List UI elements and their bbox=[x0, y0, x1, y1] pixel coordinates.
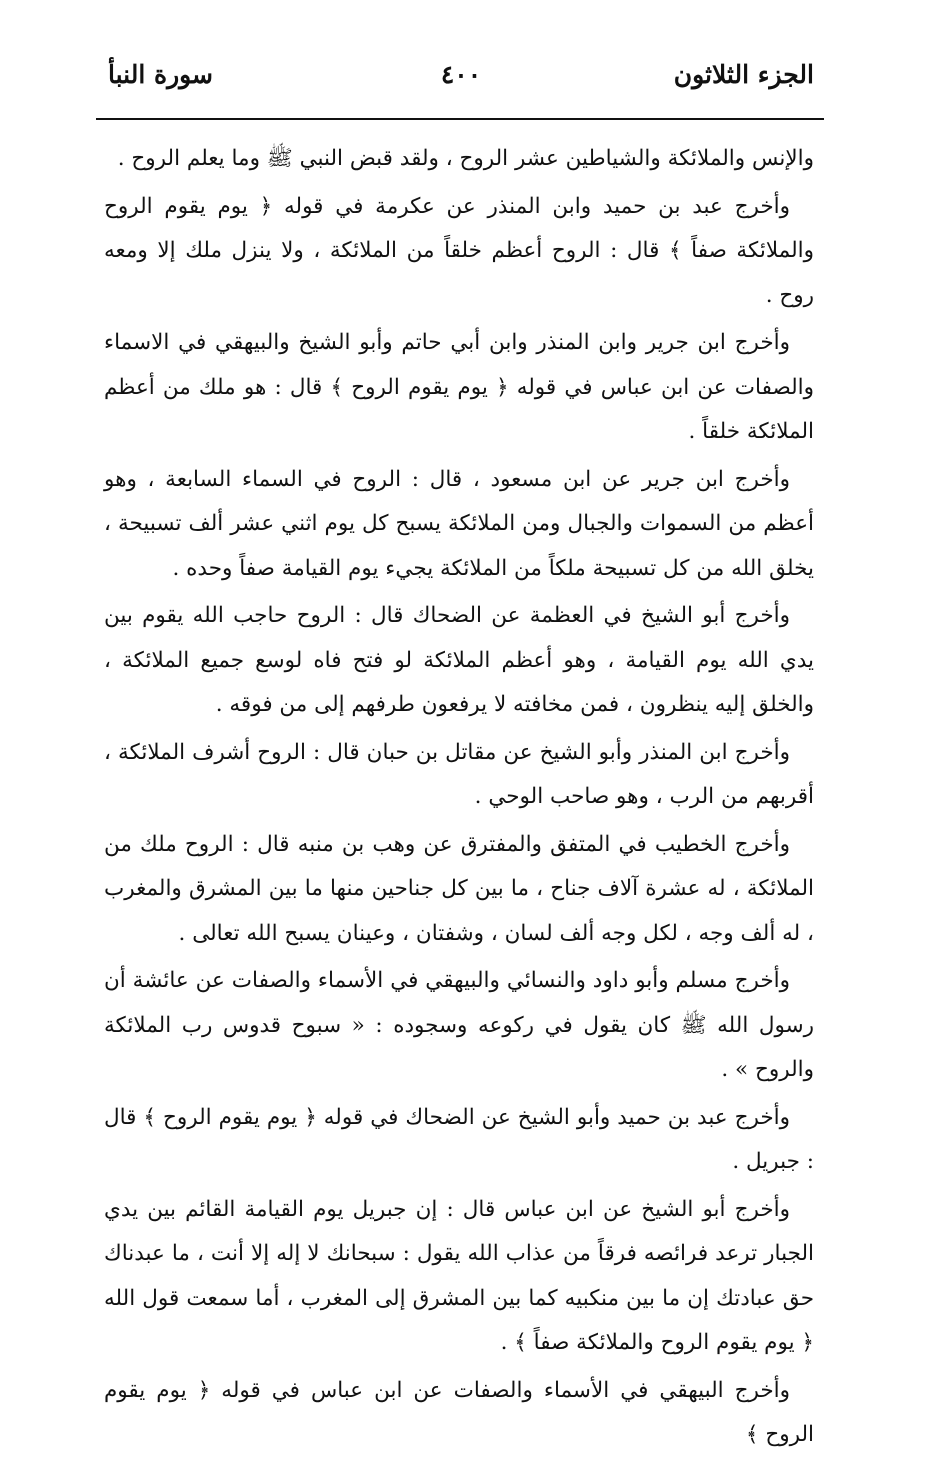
paragraph-10: وأخرج أبو الشيخ عن ابن عباس قال : إن جبريل يوم القيامة القائم بين يدي الجبار ترعد فرائصه فرقاً من عذاب الله يقول : سبحانك لا إله إلا أنت ، ما عبدناك حق عبادتك إن ما بين منكبيه كما بين المشرق إلى المغرب ، أما سمعت قول الله ﴿ يوم يقوم الروح والملائكة صفاً ﴾ . bbox=[104, 1196, 814, 1355]
page-number: ٤٠٠ bbox=[440, 60, 482, 89]
paragraph-3: وأخرج ابن جرير وابن المنذر وابن أبي حاتم وأبو الشيخ والبيهقي في الاسماء والصفات عن ابن عباس في قوله ﴿ يوم يقوم الروح ﴾ قال : هو ملك من أعظم الملائكة خلقاً . bbox=[104, 330, 814, 444]
part-title: الجزء الثلاثون bbox=[673, 60, 814, 89]
paragraph-9: وأخرج عبد بن حميد وأبو الشيخ عن الضحاك في قوله ﴿ يوم يقوم الروح ﴾ قال : جبريل . bbox=[104, 1104, 814, 1174]
paragraph-7: وأخرج الخطيب في المتفق والمفترق عن وهب بن منبه قال : الروح ملك من الملائكة ، له عشرة آلاف جناح ، ما بين كل جناحين منها ما بين المشرق والمغرب ، له ألف وجه ، لكل وجه ألف لسان ، وشفتان ، وعينان يسبح الله تعالى . bbox=[104, 831, 814, 946]
paragraph-6: وأخرج ابن المنذر وأبو الشيخ عن مقاتل بن حبان قال : الروح أشرف الملائكة ، أقربهم من الرب ، وهو صاحب الوحي . bbox=[104, 739, 814, 809]
paragraph-1: والإنس والملائكة والشياطين عشر الروح ، ولقد قبض النبي ﷺ وما يعلم الروح . bbox=[117, 146, 814, 171]
paragraph-8: وأخرج مسلم وأبو داود والنسائي والبيهقي في الأسماء والصفات عن عائشة أن رسول الله ﷺ كان يقول في ركوعه وسجوده : « سبوح قدوس رب الملائكة والروح » . bbox=[104, 968, 814, 1082]
page-header bbox=[108, 52, 814, 102]
paragraph-2: وأخرج عبد بن حميد وابن المنذر عن عكرمة في قوله ﴿ يوم يقوم الروح والملائكة صفاً ﴾ قال : الروح أعظم خلقاً من الملائكة ، ولا ينزل ملك إلا ومعه روح . bbox=[104, 193, 814, 308]
paragraph-11: وأخرج البيهقي في الأسماء والصفات عن ابن عباس في قوله ﴿ يوم يقوم الروح ﴾ bbox=[104, 1377, 814, 1447]
paragraph-4: وأخرج ابن جرير عن ابن مسعود ، قال : الروح في السماء السابعة ، وهو أعظم من السموات والجبال ومن الملائكة يسبح كل يوم اثني عشر ألف تسبيحة ، يخلق الله من كل تسبيحة ملكاً من الملائكة يجيء يوم القيامة صفاً وحده . bbox=[104, 466, 814, 581]
paragraph-5: وأخرج أبو الشيخ في العظمة عن الضحاك قال : الروح حاجب الله يقوم بين يدي الله يوم القيامة ، وهو أعظم الملائكة لو فتح فاه لوسع جميع الملائكة ، والخلق إليه ينظرون ، فمن مخافته لا يرفعون طرفهم إلى من فوقه . bbox=[104, 603, 814, 717]
page-body bbox=[104, 137, 814, 1461]
surah-title: سورة النبأ bbox=[108, 60, 214, 89]
header-divider bbox=[96, 118, 824, 120]
